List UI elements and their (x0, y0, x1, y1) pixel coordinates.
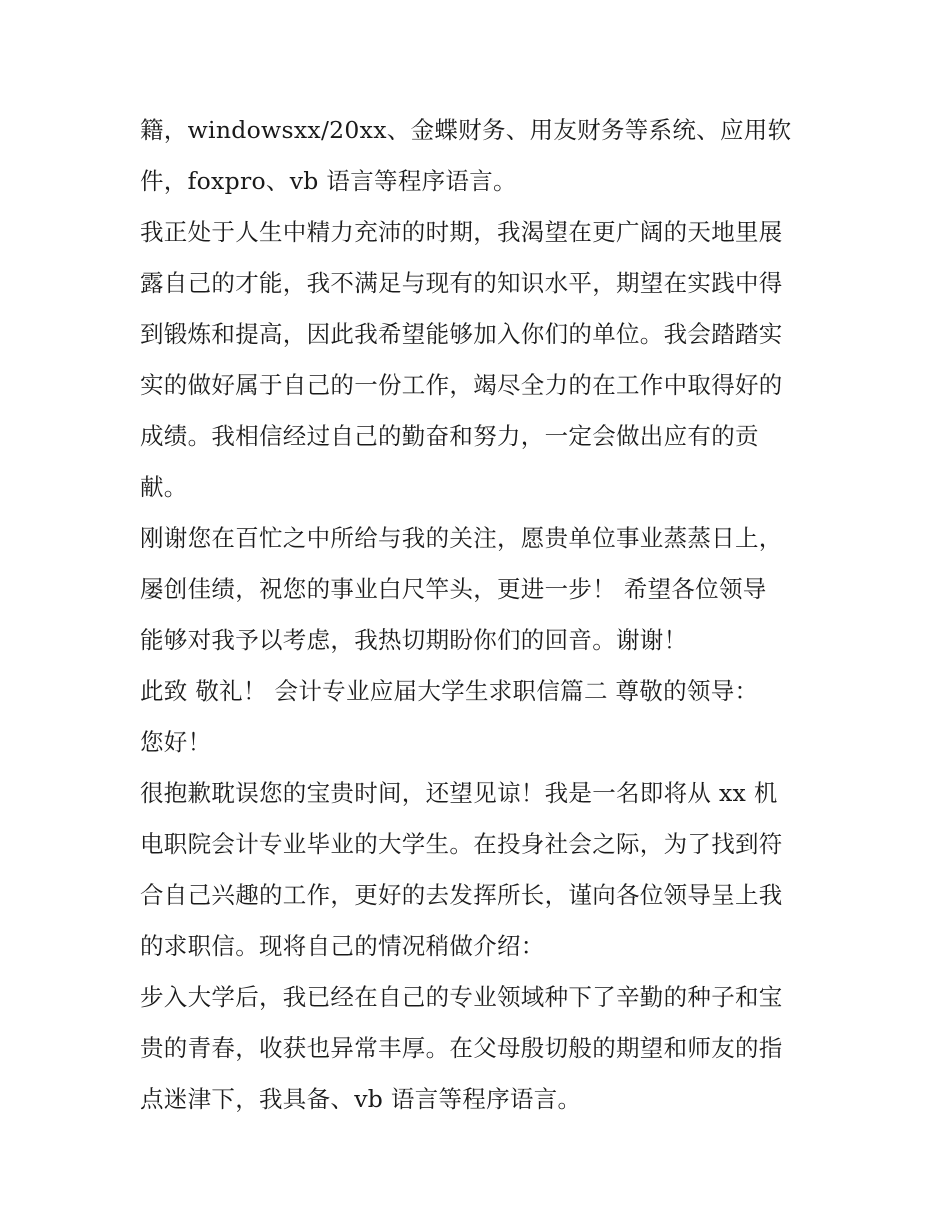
text-line: 此致 敬礼！ 会计专业应届大学生求职信篇二 尊敬的领导： (140, 677, 759, 705)
text-line: 能够对我予以考虑，我热切期盼你们的回音。谢谢！ (140, 626, 688, 654)
text-line: 露自己的才能，我不满足与现有的知识水平，期望在实践中得 (140, 269, 783, 297)
text-line: 献。 (140, 473, 188, 501)
text-line: 件，foxpro、vb 语言等程序语言。 (140, 167, 517, 195)
text-line: 实的做好属于自己的一份工作，竭尽全力的在工作中取得好的 (140, 371, 783, 399)
text-line: 的求职信。现将自己的情况稍做介绍： (140, 932, 545, 960)
text-line: 合自己兴趣的工作，更好的去发挥所长，谨向各位领导呈上我 (140, 881, 783, 909)
document-body-text (140, 105, 820, 1125)
text-line: 点迷津下，我具备、vb 语言等程序语言。 (140, 1085, 582, 1113)
text-line: 您好！ (140, 728, 212, 756)
text-line: 电职院会计专业毕业的大学生。在投身社会之际，为了找到符 (140, 830, 783, 858)
text-line: 贵的青春，收获也异常丰厚。在父母殷切般的期望和师友的指 (140, 1034, 783, 1062)
text-line: 到锻炼和提高，因此我希望能够加入你们的单位。我会踏踏实 (140, 320, 783, 348)
text-line: 很抱歉耽误您的宝贵时间，还望见谅！我是一名即将从 xx 机 (140, 779, 778, 807)
text-line: 步入大学后，我已经在自己的专业领域种下了辛勤的种子和宝 (140, 983, 783, 1011)
text-line: 我正处于人生中精力充沛的时期，我渴望在更广阔的天地里展 (140, 218, 783, 246)
text-line: 刚谢您在百忙之中所给与我的关注，愿贵单位事业蒸蒸日上， (140, 524, 783, 552)
text-line: 成绩。我相信经过自己的勤奋和努力，一定会做出应有的贡 (140, 422, 759, 450)
text-line: 屡创佳绩，祝您的事业白尺竿头，更进一步！ 希望各位领导 (140, 575, 767, 603)
text-line: 籍，windowsxx/20xx、金蝶财务、用友财务等系统、应用软 (140, 116, 792, 144)
